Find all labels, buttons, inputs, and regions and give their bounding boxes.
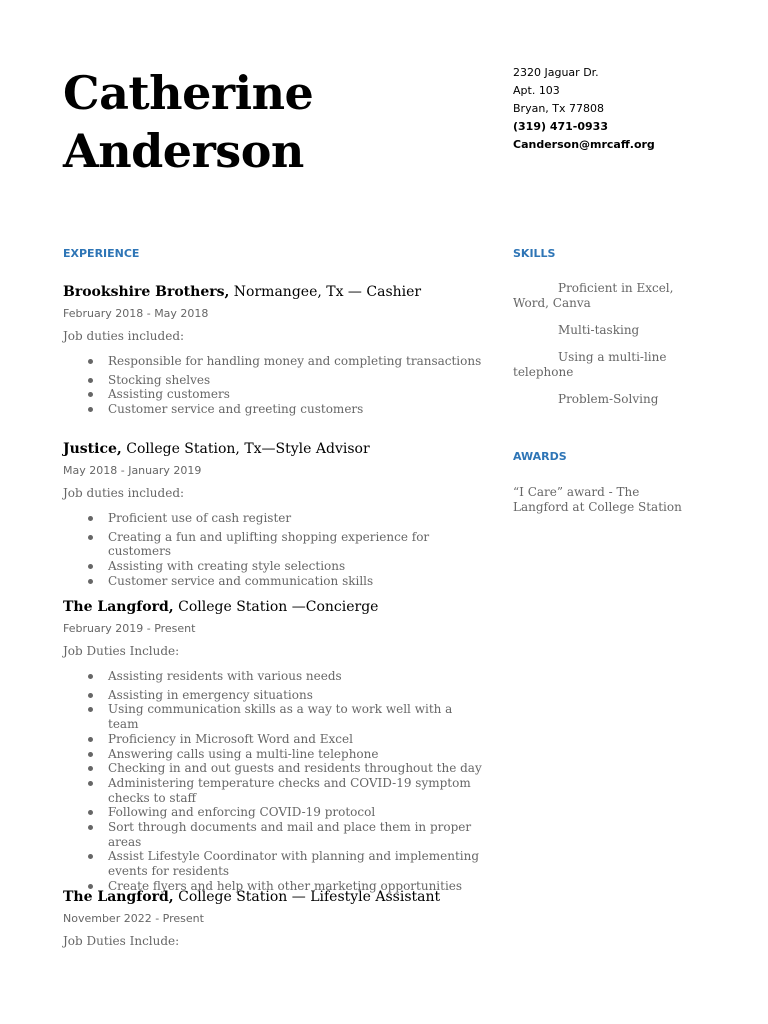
list-item: Proficiency in Microsoft Word and Excel — [63, 732, 483, 747]
address-city: Bryan, Tx 77808 — [513, 102, 605, 115]
job-entry — [63, 283, 483, 417]
contact-block — [513, 64, 655, 154]
job-duties-intro: Job Duties Include: — [63, 934, 180, 948]
job-position: College Station, Tx—Style Advisor — [121, 441, 370, 457]
address-street: 2320 Jaguar Dr. — [513, 66, 599, 79]
job-title — [63, 598, 483, 616]
job-title — [63, 283, 483, 301]
job-position: College Station — Lifestyle Assistant — [173, 889, 441, 905]
address-apt: Apt. 103 — [513, 84, 560, 97]
job-dates: February 2018 - May 2018 — [63, 307, 209, 320]
job-entry — [63, 888, 483, 949]
list-item: Assisting in emergency situations — [63, 688, 483, 703]
email-address: Canderson@mrcaff.org — [513, 138, 655, 151]
job-employer: The Langford, — [63, 599, 174, 615]
first-name: Catherine — [63, 66, 314, 120]
list-item: Stocking shelves — [63, 373, 483, 388]
job-duties-intro: Job duties included: — [63, 329, 185, 343]
job-duties-intro: Job duties included: — [63, 486, 185, 500]
list-item: Sort through documents and mail and place them in proper areas — [63, 820, 483, 849]
job-position: Normangee, Tx — Cashier — [229, 284, 422, 300]
list-item: Customer service and communication skills — [63, 574, 483, 589]
candidate-name — [63, 64, 313, 180]
list-item: Customer service and greeting customers — [63, 402, 483, 417]
job-dates: May 2018 - January 2019 — [63, 464, 202, 477]
list-item: Create flyers and help with other marketing opportunities — [63, 879, 483, 894]
skill-item: Multi-tasking — [558, 323, 640, 337]
job-entry — [63, 598, 483, 894]
list-item: Assisting customers — [63, 387, 483, 402]
job-dates: February 2019 - Present — [63, 622, 196, 635]
list-item: Proficient use of cash register — [63, 511, 483, 526]
job-duties-intro: Job Duties Include: — [63, 644, 180, 658]
job-duties-list — [63, 511, 483, 589]
awards-heading: AWARDS — [513, 450, 567, 463]
list-item: Assist Lifestyle Coordinator with planning and implementing events for residents — [63, 849, 483, 878]
list-item: Checking in and out guests and residents throughout the day — [63, 761, 483, 776]
skills-heading: SKILLS — [513, 247, 556, 260]
list-item: Following and enforcing COVID-19 protocol — [63, 805, 483, 820]
job-employer: Justice, — [63, 441, 122, 457]
list-item: Administering temperature checks and COVID-19 symptom checks to staff — [63, 776, 483, 805]
job-dates: November 2022 - Present — [63, 912, 204, 925]
list-item: Using communication skills as a way to work well with a team — [63, 702, 483, 731]
job-employer: The Langford, — [63, 889, 174, 905]
experience-heading: EXPERIENCE — [63, 247, 140, 260]
list-item: Assisting with creating style selections — [63, 559, 483, 574]
job-duties-list — [63, 354, 483, 417]
list-item: Responsible for handling money and completing transactions — [63, 354, 483, 369]
skills-list — [513, 281, 683, 419]
job-title — [63, 888, 483, 906]
phone-number: (319) 471-0933 — [513, 120, 608, 133]
list-item: Creating a fun and uplifting shopping experience for customers — [63, 530, 483, 559]
list-item: Assisting residents with various needs — [63, 669, 483, 684]
job-entry — [63, 440, 483, 589]
last-name: Anderson — [63, 124, 304, 178]
skill-item: Using a multi-line telephone — [513, 350, 667, 379]
skill-item: Proficient in Excel, Word, Canva — [513, 281, 674, 310]
list-item: Answering calls using a multi-line telephone — [63, 747, 483, 762]
skill-item: Problem-Solving — [558, 392, 659, 406]
job-employer: Brookshire Brothers, — [63, 284, 230, 300]
job-title — [63, 440, 483, 458]
award-item: “I Care” award - The Langford at College Station — [513, 485, 682, 514]
job-duties-list — [63, 669, 483, 894]
job-position: College Station —Concierge — [173, 599, 379, 615]
